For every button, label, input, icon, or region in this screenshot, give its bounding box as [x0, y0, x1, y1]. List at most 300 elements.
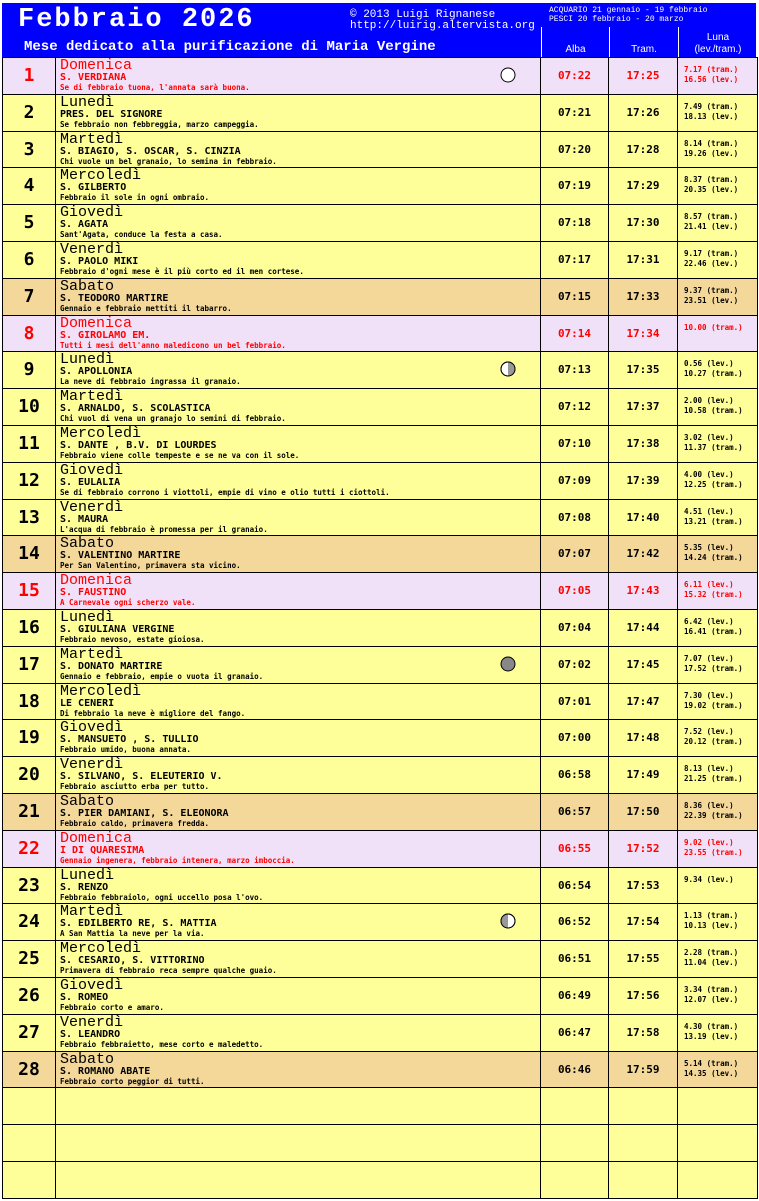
- proverb-text: Per San Valentino, primavera sta vicino.: [60, 561, 241, 571]
- sunrise-time: 07:20: [557, 142, 592, 156]
- weekday-name: Sabato: [60, 535, 115, 553]
- day-row: [3, 168, 758, 205]
- moon-times: 8.14 (tram.) 19.26 (lev.): [684, 138, 739, 158]
- sunrise-cell: [541, 205, 609, 242]
- moon-times-cell: [678, 941, 758, 978]
- sunrise-time: 06:52: [557, 915, 592, 929]
- day-row: [3, 867, 758, 904]
- day-number: 5: [23, 212, 35, 234]
- sunset-time: 17:43: [626, 584, 660, 598]
- sunset-time: 17:56: [626, 988, 660, 1002]
- moon-times: 1.13 (tram.) 10.13 (lev.): [684, 911, 739, 931]
- proverb-text: Febbraio nevoso, estate gioiosa.: [60, 634, 205, 644]
- proverb-text: A Carnevale ogni scherzo vale.: [60, 598, 196, 608]
- sunrise-time: 06:49: [557, 988, 592, 1002]
- saint-name: S. MANSUETO , S. TULLIO: [60, 734, 199, 746]
- sunrise-cell: [541, 683, 609, 720]
- saint-name: S. TEODORO MARTIRE: [60, 292, 169, 304]
- moon-times: 6.11 (lev.) 15.32 (tram.): [684, 580, 743, 600]
- moon-times-cell: [678, 977, 758, 1014]
- day-row: [3, 609, 758, 646]
- proverb-text: Di febbraio la neve è migliore del fango.: [60, 708, 246, 718]
- sunrise-cell: [541, 278, 609, 315]
- day-row: [3, 1051, 758, 1088]
- day-row: [3, 977, 758, 1014]
- moon-times-cell: [678, 1051, 758, 1088]
- sunrise-cell: [541, 352, 609, 389]
- moon-times-cell: [678, 389, 758, 426]
- moon-times: 9.34 (lev.): [684, 874, 734, 884]
- sunset-time: 17:54: [626, 915, 660, 929]
- day-number: 14: [18, 543, 40, 565]
- sunrise-time: 07:18: [557, 216, 592, 230]
- saint-name: S. ROMANO ABATE: [60, 1065, 151, 1077]
- day-number: 3: [23, 138, 35, 160]
- day-info-cell: [56, 131, 541, 168]
- sunset-time: 17:34: [626, 326, 660, 340]
- proverb-text: Se febbraio non febbreggia, marzo campeggia.: [60, 119, 259, 129]
- sunrise-cell: [541, 241, 609, 278]
- moon-times: 7.49 (tram.) 18.13 (lev.): [684, 101, 739, 121]
- day-number-cell: [3, 830, 56, 867]
- sunrise-time: 06:54: [557, 878, 592, 892]
- sunset-cell: [609, 352, 678, 389]
- day-number: 20: [18, 764, 40, 786]
- day-row: [3, 425, 758, 462]
- day-number-cell: [3, 573, 56, 610]
- sunset-cell: [609, 1051, 678, 1088]
- day-number: 2: [23, 101, 35, 123]
- proverb-text: Primavera di febbraio reca sempre qualche guaio.: [60, 966, 277, 976]
- sunrise-time: 07:12: [557, 400, 592, 414]
- sunset-time: 17:31: [626, 252, 660, 266]
- saint-name: S. VERDIANA: [60, 72, 127, 83]
- day-number-cell: [3, 94, 56, 131]
- sunset-time: 17:55: [626, 952, 660, 966]
- proverb-text: Sant'Agata, conduce la festa a casa.: [60, 230, 223, 240]
- day-number-cell: [3, 58, 56, 95]
- day-info-cell: [56, 977, 541, 1014]
- copyright-text: © 2013 Luigi Rignanese: [350, 9, 496, 21]
- moon-times: 8.13 (lev.) 21.25 (tram.): [684, 764, 743, 784]
- moon-times: 4.00 (lev.) 12.25 (tram.): [684, 469, 743, 489]
- day-number-cell: [3, 462, 56, 499]
- day-row: [3, 58, 758, 95]
- saint-name: S. EDILBERTO RE, S. MATTIA: [60, 918, 217, 930]
- sunrise-time: 07:04: [557, 620, 592, 634]
- day-info-cell: [56, 793, 541, 830]
- sunrise-cell: [541, 757, 609, 794]
- day-info-cell: [56, 499, 541, 536]
- weekday-name: Domenica: [60, 572, 133, 590]
- day-number: 6: [23, 248, 35, 270]
- new-moon-icon: [500, 656, 514, 670]
- moon-times: 4.30 (tram.) 13.19 (lev.): [684, 1021, 739, 1041]
- day-number-cell: [3, 977, 56, 1014]
- sunset-time: 17:33: [626, 289, 660, 303]
- moon-times-cell: [678, 58, 758, 95]
- calendar-table: [2, 57, 758, 1199]
- sunset-cell: [609, 168, 678, 205]
- day-info-cell: [56, 941, 541, 978]
- day-row: [3, 278, 758, 315]
- sunrise-cell: [541, 536, 609, 573]
- weekday-name: Venerdì: [60, 498, 124, 516]
- sunrise-time: 07:02: [557, 657, 592, 671]
- sunset-cell: [609, 609, 678, 646]
- day-number-cell: [3, 536, 56, 573]
- moon-times: 3.02 (lev.) 11.37 (tram.): [684, 432, 743, 452]
- day-row: [3, 830, 758, 867]
- saint-name: S. PAOLO MIKI: [60, 255, 139, 267]
- weekday-name: Martedì: [60, 903, 124, 921]
- sunset-time: 17:39: [626, 473, 660, 487]
- day-number-cell: [3, 867, 56, 904]
- moon-times-cell: [678, 867, 758, 904]
- moon-times-cell: [678, 609, 758, 646]
- proverb-text: Se di febbraio tuona, l'annata sarà buona.: [60, 83, 250, 92]
- sunset-cell: [609, 720, 678, 757]
- proverb-text: Gennaio e febbraio mettiti il tabarro.: [60, 303, 232, 313]
- day-row: [3, 536, 758, 573]
- day-info-cell: [56, 904, 541, 941]
- proverb-text: Febbraio il sole in ogni ombraio.: [60, 193, 210, 203]
- sunrise-time: 06:58: [557, 768, 592, 782]
- sunrise-cell: [541, 389, 609, 426]
- weekday-name: Giovedì: [60, 461, 124, 479]
- sunset-cell: [609, 278, 678, 315]
- sunset-cell: [609, 315, 678, 352]
- sunset-time: 17:45: [626, 657, 660, 671]
- day-info-cell: [56, 536, 541, 573]
- saint-name: S. VALENTINO MARTIRE: [60, 550, 181, 562]
- proverb-text: A San Mattia la neve per la via.: [60, 929, 205, 939]
- moon-times: 7.17 (tram.) 16.56 (lev.): [684, 65, 739, 84]
- moon-times-cell: [678, 352, 758, 389]
- moon-times: 8.37 (tram.) 20.35 (lev.): [684, 175, 739, 195]
- moon-times-cell: [678, 168, 758, 205]
- saint-name: S. LEANDRO: [60, 1028, 121, 1040]
- day-number: 4: [23, 175, 35, 197]
- sunrise-time: 06:47: [557, 1025, 592, 1039]
- weekday-name: Venerdì: [60, 240, 124, 258]
- proverb-text: Chi vuole un bel granaio, lo semina in febbraio.: [60, 156, 277, 166]
- sunrise-time: 06:46: [557, 1062, 592, 1076]
- proverb-text: Febbraio d'ogni mese è il più corto ed il men cortese.: [60, 266, 304, 276]
- weekday-name: Sabato: [60, 792, 115, 810]
- column-header-tram: Tram.: [609, 27, 678, 57]
- sunrise-cell: [541, 977, 609, 1014]
- sunset-time: 17:48: [626, 731, 660, 745]
- saint-name: S. ARNALDO, S. SCOLASTICA: [60, 403, 211, 415]
- sunset-cell: [609, 683, 678, 720]
- weekday-name: Giovedì: [60, 976, 124, 994]
- proverb-text: Se di febbraio corrono i viottoli, empie di vino e olio tutti i ciottoli.: [60, 487, 390, 497]
- proverb-text: Febbraio corto peggior di tutti.: [60, 1076, 205, 1086]
- day-number-cell: [3, 352, 56, 389]
- sunrise-time: 07:14: [557, 326, 592, 340]
- weekday-name: Martedì: [60, 388, 124, 406]
- zodiac-info: [549, 6, 707, 24]
- day-info-cell: [56, 278, 541, 315]
- sunset-cell: [609, 793, 678, 830]
- sunrise-cell: [541, 867, 609, 904]
- saint-name: S. MAURA: [60, 513, 109, 525]
- moon-times-cell: [678, 315, 758, 352]
- sunset-cell: [609, 904, 678, 941]
- weekday-name: Giovedì: [60, 204, 124, 222]
- day-row: [3, 683, 758, 720]
- sunrise-cell: [541, 573, 609, 610]
- day-number: 18: [18, 690, 40, 712]
- sunset-time: 17:38: [626, 436, 660, 450]
- day-number-cell: [3, 168, 56, 205]
- moon-times: 7.30 (lev.) 19.02 (tram.): [684, 690, 743, 710]
- saint-name: S. APOLLONIA: [60, 366, 133, 378]
- sunset-cell: [609, 58, 678, 95]
- saint-name: S. ROMEO: [60, 991, 109, 1003]
- day-info-cell: [56, 573, 541, 610]
- day-number: 11: [18, 432, 40, 454]
- moon-times-cell: [678, 499, 758, 536]
- sunset-cell: [609, 757, 678, 794]
- moon-times-cell: [678, 278, 758, 315]
- sunset-time: 17:47: [626, 694, 660, 708]
- weekday-name: Mercoledì: [60, 167, 142, 185]
- day-row: [3, 646, 758, 683]
- weekday-name: Lunedì: [60, 351, 115, 369]
- copyright-block: [350, 10, 535, 32]
- moon-times: 9.37 (tram.) 23.51 (lev.): [684, 285, 739, 305]
- weekday-name: Mercoledì: [60, 424, 142, 442]
- day-number: 23: [18, 874, 40, 896]
- day-row: [3, 241, 758, 278]
- full-moon-icon: [500, 67, 514, 81]
- sunrise-cell: [541, 904, 609, 941]
- saint-name: S. RENZO: [60, 881, 109, 893]
- column-header-alba: Alba: [541, 27, 609, 57]
- sunrise-cell: [541, 609, 609, 646]
- saint-name: S. SILVANO, S. ELEUTERIO V.: [60, 771, 223, 783]
- day-number-cell: [3, 499, 56, 536]
- day-row: [3, 793, 758, 830]
- proverb-text: Febbraio asciutto erba per tutto.: [60, 782, 210, 792]
- day-row: [3, 1014, 758, 1051]
- sunrise-cell: [541, 793, 609, 830]
- saint-name: S. PIER DAMIANI, S. ELEONORA: [60, 807, 229, 819]
- empty-row: [3, 1125, 758, 1162]
- sunset-time: 17:44: [626, 620, 660, 634]
- moon-times-cell: [678, 573, 758, 610]
- sunrise-cell: [541, 830, 609, 867]
- sunset-time: 17:28: [626, 142, 660, 156]
- sunset-cell: [609, 499, 678, 536]
- day-number-cell: [3, 757, 56, 794]
- moon-times: 7.07 (lev.) 17.52 (tram.): [684, 653, 743, 673]
- moon-times: 8.36 (lev.) 22.39 (tram.): [684, 800, 743, 820]
- moon-times: 5.14 (tram.) 14.35 (lev.): [684, 1058, 739, 1078]
- weekday-name: Lunedì: [60, 93, 115, 111]
- sunset-time: 17:52: [626, 841, 660, 855]
- day-row: [3, 389, 758, 426]
- day-number: 1: [23, 65, 35, 86]
- sunrise-time: 07:00: [557, 731, 592, 745]
- day-number-cell: [3, 1051, 56, 1088]
- sunset-time: 17:40: [626, 510, 660, 524]
- moon-times: 3.34 (tram.) 12.07 (lev.): [684, 984, 739, 1004]
- day-row: [3, 94, 758, 131]
- moon-times-cell: [678, 241, 758, 278]
- saint-name: S. CESARIO, S. VITTORINO: [60, 955, 205, 967]
- sunset-time: 17:58: [626, 1025, 660, 1039]
- weekday-name: Martedì: [60, 645, 124, 663]
- day-row: [3, 352, 758, 389]
- day-number: 26: [18, 984, 40, 1006]
- day-number: 28: [18, 1058, 40, 1080]
- sunset-cell: [609, 462, 678, 499]
- day-number: 13: [18, 506, 40, 528]
- sunset-time: 17:42: [626, 547, 660, 561]
- day-number: 27: [18, 1021, 40, 1043]
- day-info-cell: [56, 241, 541, 278]
- weekday-name: Martedì: [60, 130, 124, 148]
- day-number: 8: [23, 322, 35, 344]
- day-row: [3, 720, 758, 757]
- day-number-cell: [3, 389, 56, 426]
- sunset-cell: [609, 573, 678, 610]
- saint-name: PRES. DEL SIGNORE: [60, 108, 163, 120]
- moon-times-cell: [678, 205, 758, 242]
- day-number-cell: [3, 315, 56, 352]
- day-info-cell: [56, 609, 541, 646]
- day-info-cell: [56, 425, 541, 462]
- day-row: [3, 131, 758, 168]
- saint-name: S. EULALIA: [60, 476, 121, 488]
- sunrise-cell: [541, 94, 609, 131]
- sunrise-time: 07:13: [557, 363, 592, 377]
- sunrise-time: 06:51: [557, 952, 592, 966]
- sunrise-time: 07:17: [557, 252, 592, 266]
- day-row: [3, 462, 758, 499]
- sunset-time: 17:50: [626, 804, 660, 818]
- sunrise-cell: [541, 131, 609, 168]
- moon-times-cell: [678, 683, 758, 720]
- day-number-cell: [3, 278, 56, 315]
- day-number-cell: [3, 646, 56, 683]
- sunrise-cell: [541, 315, 609, 352]
- calendar-header: [2, 3, 756, 57]
- weekday-name: Domenica: [60, 57, 133, 74]
- sunrise-time: 07:15: [557, 289, 592, 303]
- sunrise-cell: [541, 58, 609, 95]
- weekday-name: Venerdì: [60, 756, 124, 774]
- sunset-time: 17:53: [626, 878, 660, 892]
- day-row: [3, 573, 758, 610]
- moon-times-cell: [678, 830, 758, 867]
- sunrise-cell: [541, 1051, 609, 1088]
- day-info-cell: [56, 720, 541, 757]
- proverb-text: Febbraio umido, buona annata.: [60, 745, 191, 755]
- sunrise-cell: [541, 425, 609, 462]
- first-quarter-moon-icon: [500, 913, 514, 927]
- weekday-name: Venerdì: [60, 1013, 124, 1031]
- sunrise-time: 07:22: [557, 69, 592, 82]
- sunrise-time: 06:57: [557, 804, 592, 818]
- saint-name: LE CENERI: [60, 697, 115, 709]
- sunrise-time: 07:08: [557, 510, 592, 524]
- empty-row: [3, 1088, 758, 1125]
- day-row: [3, 941, 758, 978]
- weekday-name: Sabato: [60, 1050, 115, 1068]
- moon-times: 6.42 (lev.) 16.41 (tram.): [684, 616, 743, 636]
- sunset-cell: [609, 241, 678, 278]
- sunrise-cell: [541, 499, 609, 536]
- website-link[interactable]: http://luirig.altervista.org: [350, 20, 535, 32]
- sunset-time: 17:29: [626, 179, 660, 193]
- weekday-name: Domenica: [60, 314, 133, 332]
- day-row: [3, 757, 758, 794]
- calendar-body: [3, 58, 758, 1199]
- saint-name: S. DANTE , B.V. DI LOURDES: [60, 439, 217, 451]
- day-number-cell: [3, 941, 56, 978]
- day-row: [3, 499, 758, 536]
- moon-times: 2.00 (lev.) 10.58 (tram.): [684, 396, 743, 416]
- sunrise-cell: [541, 646, 609, 683]
- sunset-cell: [609, 941, 678, 978]
- moon-times: 0.56 (lev.) 10.27 (tram.): [684, 359, 743, 379]
- sunset-time: 17:26: [626, 105, 660, 119]
- day-number: 22: [18, 837, 40, 859]
- weekday-name: Lunedì: [60, 608, 115, 626]
- sunrise-time: 07:09: [557, 473, 592, 487]
- day-number-cell: [3, 425, 56, 462]
- sunset-cell: [609, 131, 678, 168]
- day-info-cell: [56, 205, 541, 242]
- day-number: 7: [23, 285, 35, 307]
- moon-times-cell: [678, 904, 758, 941]
- saint-name: S. BIAGIO, S. OSCAR, S. CINZIA: [60, 145, 241, 157]
- weekday-name: Domenica: [60, 829, 133, 847]
- moon-times: 2.28 (tram.) 11.04 (lev.): [684, 948, 739, 968]
- proverb-text: Febbraio corto e amaro.: [60, 1002, 164, 1012]
- day-number: 19: [18, 727, 40, 749]
- sunrise-time: 06:55: [557, 841, 592, 855]
- sunrise-cell: [541, 941, 609, 978]
- sunset-cell: [609, 977, 678, 1014]
- weekday-name: Giovedì: [60, 719, 124, 737]
- sunset-cell: [609, 94, 678, 131]
- sunset-time: 17:49: [626, 768, 660, 782]
- saint-name: S. GIULIANA VERGINE: [60, 623, 175, 635]
- proverb-text: Tutti i mesi dell'anno maledicono un bel febbraio.: [60, 340, 286, 350]
- empty-row: [3, 1161, 758, 1198]
- day-number: 10: [18, 396, 40, 418]
- moon-times-cell: [678, 536, 758, 573]
- column-header-luna: Luna (lev./tram.): [678, 27, 757, 57]
- day-row: [3, 315, 758, 352]
- day-row: [3, 205, 758, 242]
- weekday-name: Lunedì: [60, 866, 115, 884]
- day-number: 9: [23, 359, 35, 381]
- sunset-time: 17:59: [626, 1062, 660, 1076]
- saint-name: I DI QUARESIMA: [60, 844, 145, 856]
- day-number-cell: [3, 793, 56, 830]
- moon-times: 7.52 (lev.) 20.12 (tram.): [684, 727, 743, 747]
- day-number-cell: [3, 904, 56, 941]
- month-title: Febbraio 2026: [18, 5, 255, 35]
- day-info-cell: [56, 830, 541, 867]
- day-info-cell: [56, 757, 541, 794]
